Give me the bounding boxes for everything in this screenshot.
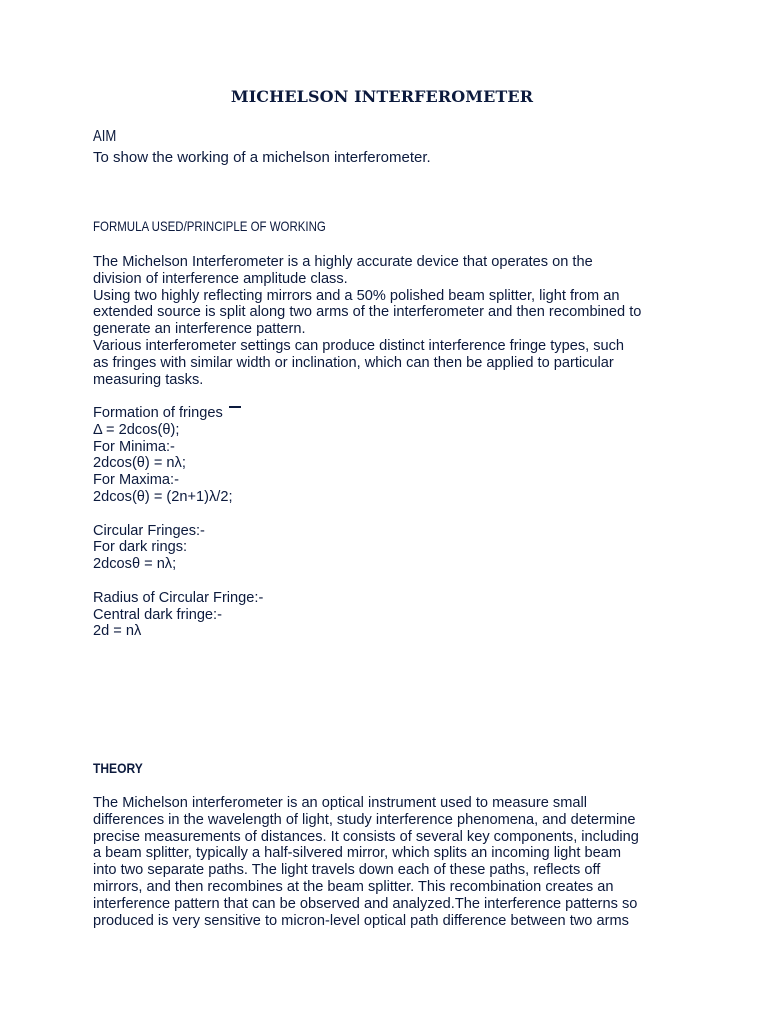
spacer [93, 573, 693, 590]
principle-line: measuring tasks. [93, 371, 204, 388]
maxima-equation: 2dcos(θ) = (2n+1)λ/2; [93, 488, 233, 505]
theory-line: precise measurements of distances. It consists of several key components, including [93, 828, 639, 845]
dash-mark [229, 406, 241, 408]
radius-label: Radius of Circular Fringe:- [93, 589, 264, 606]
principle-line: The Michelson Interferometer is a highly accurate device that operates on the [93, 254, 593, 270]
formulas-block [93, 405, 693, 640]
minima-equation: 2dcos(θ) = nλ; [93, 455, 186, 472]
maxima-label: For Maxima:- [93, 472, 179, 489]
theory-line: a beam splitter, typically a half-silvered mirror, which splits an incoming light beam [93, 845, 622, 862]
theory-paragraph [93, 795, 693, 929]
aim-text: To show the working of a michelson interferometer. [93, 149, 431, 166]
principle-paragraph [93, 254, 693, 388]
central-dark-fringe-label: Central dark fringe:- [93, 606, 222, 623]
theory-line: The Michelson interferometer is an optical instrument used to measure small [93, 795, 587, 811]
spacer [93, 506, 693, 523]
fringes-label-line [93, 405, 693, 422]
principle-line: Using two highly reflecting mirrors and a 50% polished beam splitter, light from an [93, 287, 620, 304]
minima-label: For Minima:- [93, 438, 175, 455]
formula-heading: FORMULA USED/PRINCIPLE OF WORKING [93, 218, 326, 234]
principle-line: division of interference amplitude class. [93, 270, 348, 287]
theory-line: produced is very sensitive to micron-level optical path difference between two arms [93, 912, 629, 929]
document-title: MICHELSON INTERFEROMETER [230, 87, 534, 106]
theory-line: interference pattern that can be observed and analyzed.The interference patterns so [93, 895, 638, 912]
theory-heading: THEORY [93, 760, 143, 776]
circular-fringes-label: Circular Fringes:- [93, 522, 205, 539]
theory-line: mirrors, and then recombines at the beam splitter. This recombination creates an [93, 878, 614, 895]
theory-line: differences in the wavelength of light, study interference phenomena, and determine [93, 811, 636, 828]
principle-line: generate an interference pattern. [93, 321, 306, 338]
central-dark-fringe-equation: 2d = nλ [93, 623, 142, 640]
dark-rings-label: For dark rings: [93, 539, 188, 556]
delta-equation: Δ = 2dcos(θ); [93, 421, 180, 438]
dark-rings-equation: 2dcosθ = nλ; [93, 556, 177, 573]
theory-line: into two separate paths. The light travels down each of these paths, reflects off [93, 862, 601, 879]
principle-line: as fringes with similar width or inclination, which can then be applied to particular [93, 354, 614, 371]
principle-line: Various interferometer settings can produce distinct interference fringe types, such [93, 337, 625, 354]
principle-line: extended source is split along two arms of the interferometer and then recombined to [93, 304, 642, 321]
fringes-label: Formation of fringes [93, 405, 223, 421]
aim-heading: AIM [93, 128, 117, 145]
